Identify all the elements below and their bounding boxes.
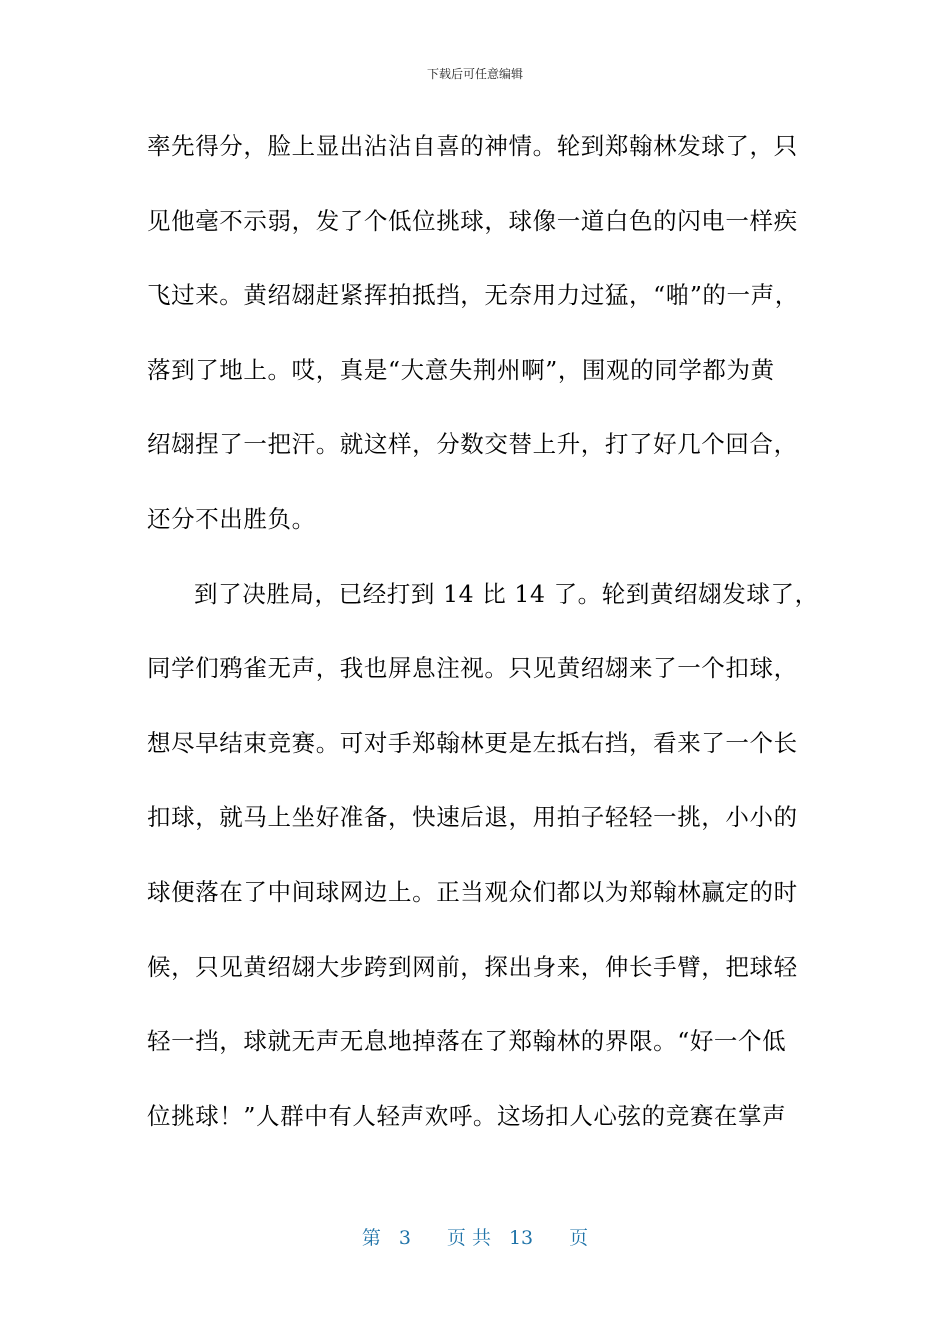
footer-middle: 页 共 — [446, 1227, 491, 1249]
footer-current-page: 3 — [398, 1227, 411, 1249]
text-line: 轻一挡，球就无声无息地掉落在了郑翰林的界限。“好一个低 — [147, 1027, 787, 1056]
text-line: 绍翃捏了一把汗。就这样，分数交替上升，打了好几个回合， — [147, 430, 798, 459]
footer-total-pages: 13 — [508, 1227, 534, 1249]
page-footer — [0, 1226, 950, 1250]
text-line: 扣球，就马上坐好准备，快速后退，用拍子轻轻一挑，小小的 — [147, 803, 798, 832]
page-header: 下载后可任意编辑 — [426, 67, 523, 81]
footer-suffix: 页 — [569, 1227, 589, 1249]
text-line: 见他毫不示弱，发了个低位挑球，球像一道白色的闪电一样疾 — [147, 206, 798, 235]
text-line: 飞过来。黄绍翃赶紧挥拍抵挡，无奈用力过猛，“啪”的一声， — [147, 281, 799, 310]
text-line: 率先得分，脸上显出沾沾自喜的神情。轮到郑翰林发球了，只 — [147, 132, 798, 160]
text-line: 同学们鸦雀无声，我也屏息注视。只见黄绍翃来了一个扣球， — [147, 654, 798, 683]
text-line: 位挑球！”人群中有人轻声欢呼。这场扣人心弦的竞赛在掌声 — [147, 1101, 787, 1130]
text-line: 落到了地上。哎，真是“大意失荆州啊”，围观的同学都为黄 — [147, 355, 775, 384]
text-line: 候，只见黄绍翃大步跨到网前，探出身来，伸长手臂，把球轻 — [147, 952, 798, 981]
text-line: 球便落在了中间球网边上。正当观众们都以为郑翰林赢定的时 — [147, 877, 798, 906]
footer-prefix: 第 — [361, 1227, 381, 1249]
text-line: 还分不出胜负。 — [147, 504, 316, 533]
text-line: 想尽早结束竞赛。可对手郑翰林更是左抵右挡，看来了一个长 — [147, 728, 798, 757]
paragraph-start-line: 到了决胜局，已经打到 14 比 14 了。轮到黄绍翃发球了， — [194, 579, 819, 608]
document-body — [147, 122, 819, 1166]
